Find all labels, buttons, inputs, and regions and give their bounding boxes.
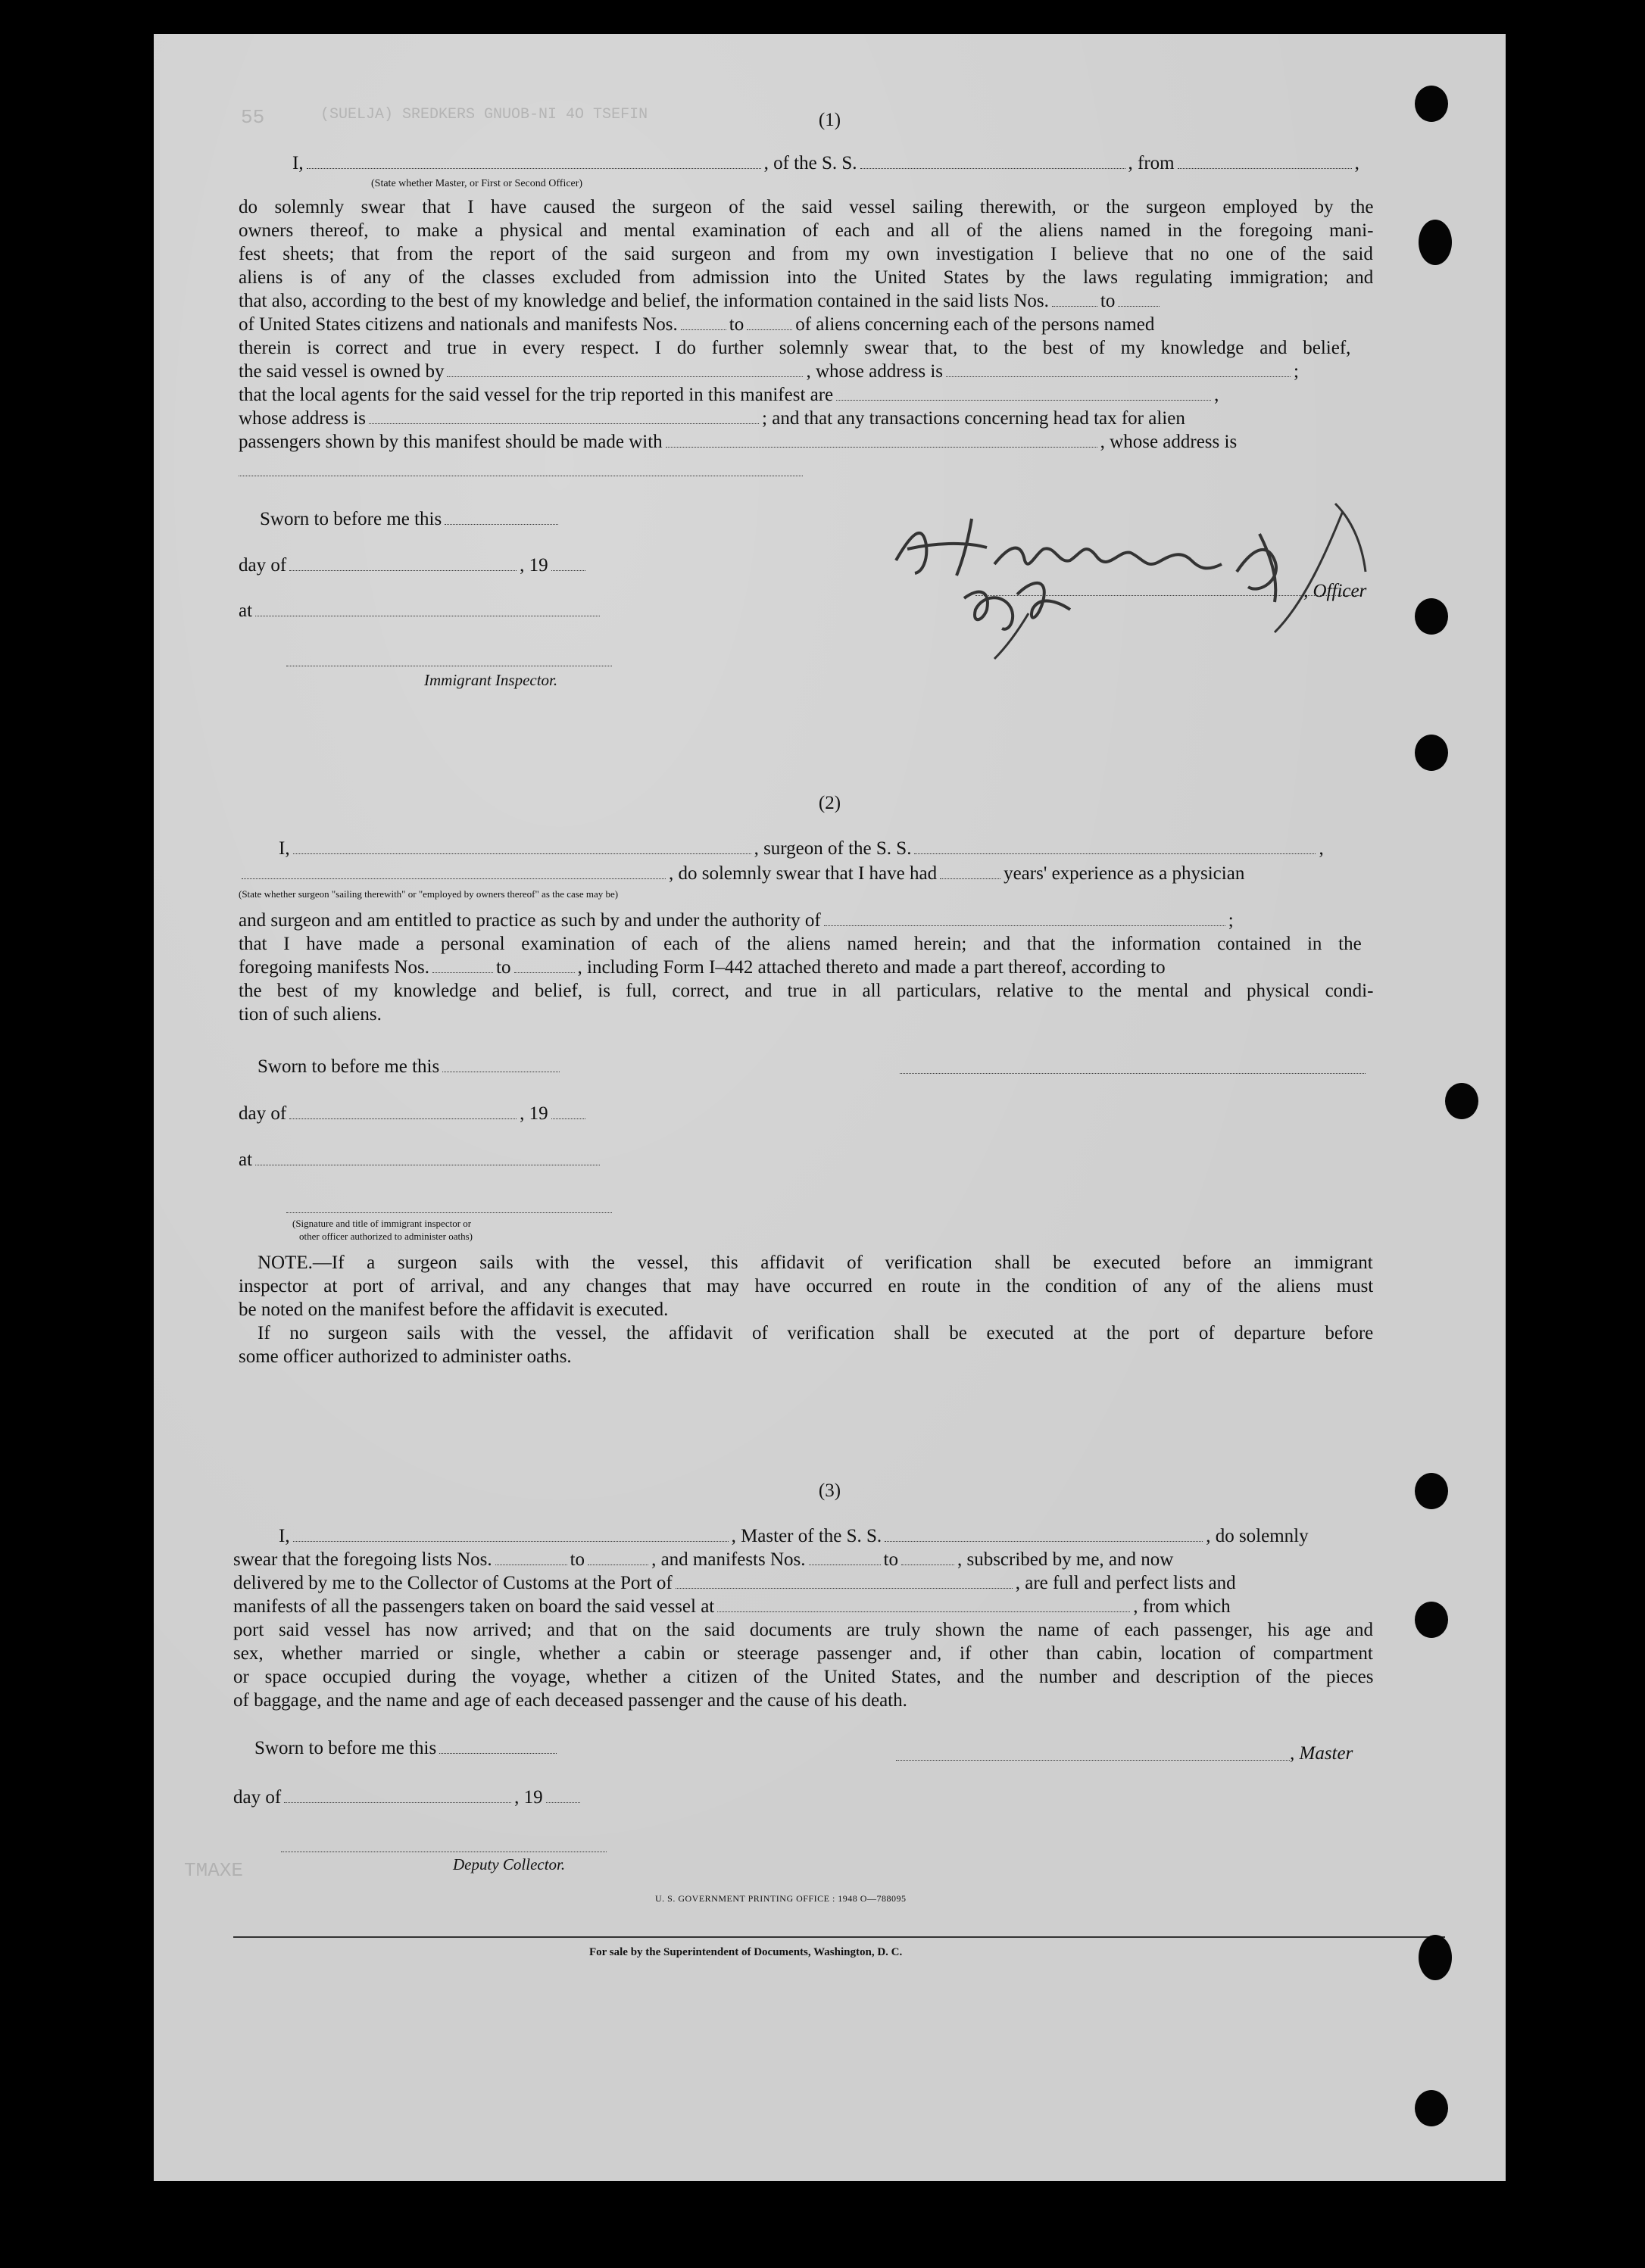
s2-line2: , do solemnly swear that I have had years' experience as a physician bbox=[239, 863, 1244, 884]
s2-place-blank[interactable] bbox=[255, 1164, 600, 1165]
s3-ship-blank[interactable] bbox=[885, 1540, 1203, 1542]
s1-para-line-1: do solemnly swear that I have caused the surgeon of the said vessel sailing therewith, or the surgeon employed by the bbox=[239, 197, 1374, 217]
section-2-number: (2) bbox=[818, 793, 841, 813]
s2-sworn-date-blank[interactable] bbox=[442, 1071, 560, 1072]
s3-sworn: Sworn to before me this bbox=[254, 1738, 560, 1759]
s1-owned-line: the said vessel is owned by , whose address is ; bbox=[239, 361, 1299, 382]
s3-master-signature-line[interactable] bbox=[896, 1760, 1290, 1761]
punch-hole bbox=[1419, 1935, 1452, 1980]
ship-name-blank[interactable] bbox=[860, 167, 1125, 169]
s1-agents-line: that the local agents for the said vessel for the trip reported in this manifest are , bbox=[239, 385, 1219, 405]
s3-line3: delivered by me to the Collector of Customs at the Port of , are full and perfect lists and bbox=[233, 1573, 1236, 1593]
s1-place-blank[interactable] bbox=[255, 615, 600, 616]
s2-sworn: Sworn to before me this bbox=[258, 1056, 563, 1078]
s2-at: at bbox=[239, 1150, 603, 1171]
name-blank[interactable] bbox=[307, 167, 761, 169]
s2-note-3: be noted on the manifest before the affidavit is executed. bbox=[239, 1299, 669, 1320]
s3-line8: of baggage, and the name and age of each deceased passenger and the cause of his death. bbox=[233, 1690, 907, 1711]
s3-collector-label: Deputy Collector. bbox=[453, 1855, 566, 1873]
s2-month-blank[interactable] bbox=[289, 1118, 517, 1119]
s1-month-blank[interactable] bbox=[289, 569, 517, 571]
lists-to-blank[interactable] bbox=[1118, 305, 1160, 307]
s2-year-blank[interactable] bbox=[551, 1118, 585, 1119]
punch-hole bbox=[1415, 735, 1448, 771]
manifests-from-blank[interactable] bbox=[681, 329, 726, 330]
s3-month-blank[interactable] bbox=[284, 1802, 511, 1803]
s2-ship-blank[interactable] bbox=[914, 853, 1316, 854]
s3-line4: manifests of all the passengers taken on board the said vessel at , from which bbox=[233, 1596, 1231, 1617]
owner-blank[interactable] bbox=[447, 376, 803, 377]
s3-port-blank[interactable] bbox=[676, 1587, 1013, 1589]
from-port-blank[interactable] bbox=[1178, 167, 1352, 169]
s2-status-note: (State whether surgeon "sailing therewith" or "employed by owners thereof" as the case may be) bbox=[239, 888, 619, 900]
s3-master-label: , Master bbox=[1290, 1743, 1353, 1764]
s2-line6: the best of my knowledge and belief, is full, correct, and true in all particulars, relative to the mental and physical condi- bbox=[239, 981, 1374, 1001]
s1-para-line-4: aliens is of any of the classes excluded from admission into the United States by the laws regulating immigration; and bbox=[239, 267, 1374, 288]
s1-para-line-2: owners thereof, to make a physical and mental examination of each and all of the aliens named in the foregoing mani- bbox=[239, 220, 1374, 241]
s2-line3: and surgeon and am entitled to practice as such by and under the authority of ; bbox=[239, 910, 1234, 931]
s2-line1: I, , surgeon of the S. S. , bbox=[279, 838, 1324, 859]
s3-manifests-to-blank[interactable] bbox=[901, 1564, 954, 1565]
bleed-through-text: TMAXE bbox=[184, 1859, 244, 1882]
punch-hole bbox=[1415, 1473, 1448, 1509]
s1-para-line-3: fest sheets; that from the report of the said surgeon and from my own investigation I believe that no one of the said bbox=[239, 244, 1373, 264]
s2-sailing-status-blank[interactable] bbox=[242, 878, 666, 879]
s2-note-1: NOTE.—If a surgeon sails with the vessel, this affidavit of verification shall be executed before an immigrant bbox=[258, 1253, 1373, 1273]
s1-from: , from bbox=[1128, 153, 1175, 173]
s2-line7: tion of such aliens. bbox=[239, 1004, 382, 1025]
s2-manifests-from-blank[interactable] bbox=[432, 972, 493, 973]
s1-inspector-label: Immigrant Inspector. bbox=[424, 671, 558, 689]
s2-line5: foregoing manifests Nos. to , including Form I–442 attached thereto and made a part thereof, according to bbox=[239, 957, 1166, 978]
s1-manifests-line: of United States citizens and nationals and manifests Nos. to of aliens concerning each of the persons named bbox=[239, 314, 1155, 335]
s1-of-ss: , of the S. S. bbox=[763, 153, 857, 173]
s2-note-4: If no surgeon sails with the vessel, the affidavit of verification shall be executed at the port of departure before bbox=[258, 1323, 1374, 1343]
s2-inspector-signature-line[interactable] bbox=[286, 1212, 612, 1213]
section-1-number: (1) bbox=[818, 110, 841, 130]
punch-hole bbox=[1445, 1083, 1478, 1119]
bleed-through-text: 55 bbox=[241, 106, 265, 129]
s1-day-of: day of , 19 bbox=[239, 555, 588, 576]
manifests-to-blank[interactable] bbox=[747, 329, 792, 330]
s2-manifests-to-blank[interactable] bbox=[514, 972, 575, 973]
agents-address-blank[interactable] bbox=[369, 423, 759, 424]
s2-surgeon-signature-line[interactable] bbox=[900, 1073, 1366, 1074]
s1-at: at bbox=[239, 601, 603, 622]
punch-hole bbox=[1415, 598, 1448, 635]
s3-line2: swear that the foregoing lists Nos. to , and manifests Nos. to , subscribed by me, and now bbox=[233, 1549, 1174, 1570]
punch-hole bbox=[1419, 220, 1452, 265]
s1-therein-line: therein is correct and true in every respect. I do further solemnly swear that, to the best of my knowledge and belief, bbox=[239, 338, 1351, 358]
s2-sig-note-2: other officer authorized to administer oaths) bbox=[299, 1231, 473, 1242]
s3-year-blank[interactable] bbox=[546, 1802, 580, 1803]
lists-from-blank[interactable] bbox=[1052, 305, 1097, 307]
sale-notice: For sale by the Superintendent of Documents, Washington, D. C. bbox=[589, 1946, 903, 1958]
s3-manifests-from-blank[interactable] bbox=[809, 1564, 881, 1565]
s1-officer-note: (State whether Master, or First or Second Officer) bbox=[371, 178, 583, 189]
s3-line7: or space occupied during the voyage, whether a citizen of the United States, and the number and description of the pieces bbox=[233, 1667, 1374, 1687]
s2-authority-blank[interactable] bbox=[824, 925, 1225, 926]
officer-signature bbox=[881, 488, 1426, 670]
s1-passengers-line: passengers shown by this manifest should be made with , whose address is bbox=[239, 432, 1238, 452]
s2-line4: that I have made a personal examination of each of the aliens named herein; and that the information contained in the bbox=[239, 934, 1362, 954]
s1-lists-line: that also, according to the best of my knowledge and belief, the information contained in the said lists Nos. to bbox=[239, 291, 1163, 312]
agents-blank[interactable] bbox=[836, 399, 1211, 401]
owner-address-blank[interactable] bbox=[946, 376, 1291, 377]
footer-rule bbox=[233, 1936, 1445, 1938]
head-tax-party-blank[interactable] bbox=[666, 446, 1097, 448]
s3-line6: sex, whether married or single, whether a cabin or steerage passenger and, if other than cabin, location of compartment bbox=[233, 1643, 1373, 1664]
s2-note-2: inspector at port of arrival, and any changes that may have occurred en route in the condition of any of the aliens must bbox=[239, 1276, 1374, 1296]
s3-lists-to-blank[interactable] bbox=[588, 1564, 648, 1565]
s1-year-blank[interactable] bbox=[551, 569, 585, 571]
s1-whose-line: whose address is ; and that any transactions concerning head tax for alien bbox=[239, 408, 1185, 429]
s3-lists-from-blank[interactable] bbox=[495, 1564, 567, 1565]
form-page bbox=[154, 34, 1506, 2181]
punch-hole bbox=[1415, 86, 1448, 122]
s2-note-5: some officer authorized to administer oaths. bbox=[239, 1346, 572, 1367]
s3-departure-blank[interactable] bbox=[717, 1611, 1130, 1612]
gpo-imprint: U. S. GOVERNMENT PRINTING OFFICE : 1948 O—788095 bbox=[655, 1893, 907, 1904]
punch-hole bbox=[1415, 2090, 1448, 2126]
s3-day-of: day of , 19 bbox=[233, 1787, 583, 1808]
s1-line1: I, , of the S. S. , from , bbox=[292, 153, 1359, 173]
s3-line1: I, , Master of the S. S. , do solemnly bbox=[279, 1526, 1309, 1546]
s3-line5: port said vessel has now arrived; and that on the said documents are truly shown the name of each passenger, his age and bbox=[233, 1620, 1374, 1640]
s2-sig-note-1: (Signature and title of immigrant inspector or bbox=[292, 1218, 472, 1229]
s2-surgeon-name-blank[interactable] bbox=[293, 853, 751, 854]
s1-sworn: Sworn to before me this bbox=[260, 509, 561, 530]
section-3-number: (3) bbox=[818, 1480, 841, 1501]
s1-officer-label: , Officer bbox=[1303, 581, 1367, 601]
s1-sworn-date-blank[interactable] bbox=[445, 523, 558, 525]
punch-hole bbox=[1415, 1602, 1448, 1638]
s3-sworn-date-blank[interactable] bbox=[439, 1752, 557, 1754]
s1-i: I, bbox=[292, 153, 304, 173]
bleed-through-text: (SUELJA) SREDKERS GNUOB-NI 4O TSEFIN bbox=[320, 106, 648, 123]
s2-years-blank[interactable] bbox=[940, 878, 1000, 879]
s2-day-of: day of , 19 bbox=[239, 1103, 588, 1125]
s3-master-name-blank[interactable] bbox=[293, 1540, 729, 1542]
